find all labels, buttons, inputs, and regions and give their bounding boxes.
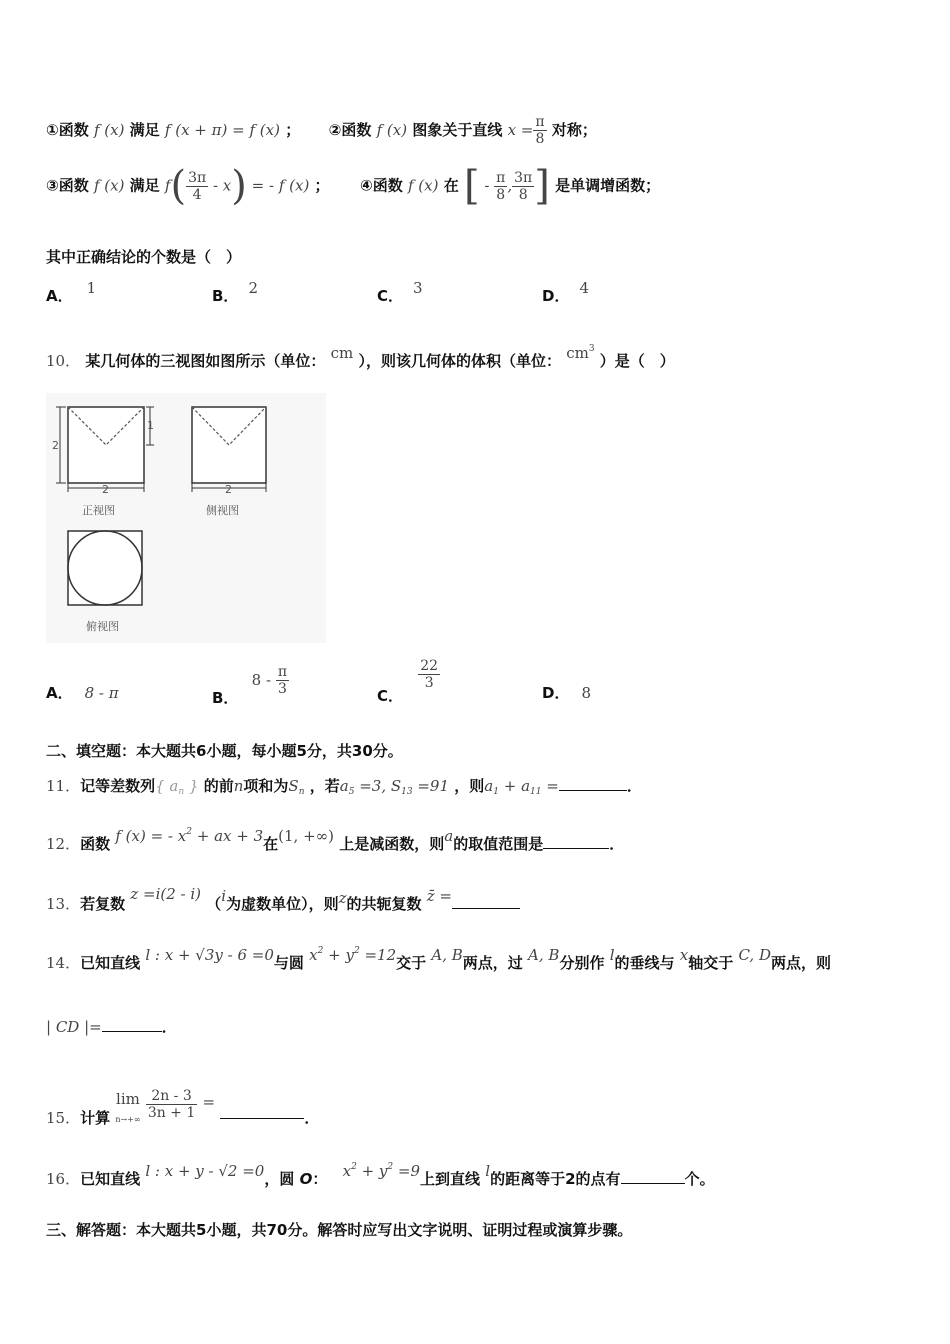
three-view-figure [46, 393, 326, 643]
q13: 13．若复数 z =i(2 - i) （i为虚数单位），则z的共轭复数 z̄ = [46, 893, 520, 914]
q9-s2-math-x: x = [507, 121, 534, 139]
q9-s4-math-f: f (x) [407, 176, 439, 195]
q11: 11．记等差数列{ $a_n$ } 的前n项和为$S_n$ ，若$a_5 =3$, $S_{13} =91$ ，则$a_1 + a_{11}$ = ． [46, 777, 642, 797]
q10-unit-1: cm [330, 344, 354, 362]
section-3-title: 三、解答题：本大题共5小题，共70分。解答时应写出文字说明、证明过程或演算步骤。 [46, 1221, 633, 1239]
q9-s4-fraction-b: $\frac{3\pi}{8}$ [514, 169, 533, 203]
q9-stem: 其中正确结论的个数是（ ） [46, 248, 242, 266]
front-width-label: 2 [102, 483, 109, 496]
three-view-drawing [46, 393, 326, 643]
front-view-label: 正视图 [82, 504, 115, 517]
q10-text-a: 某几何体的三视图如图所示（单位： [85, 352, 326, 370]
q10-option-b: B． 8 - $\frac{\pi}{3}$ [212, 664, 288, 707]
q9-s3-prefix: ③函数 [46, 176, 89, 195]
q9-s3-mid: 满足 [129, 176, 160, 195]
q9-statement-row-1 [46, 114, 597, 147]
front-inner-label: 1 [147, 419, 154, 432]
q10-option-d: D． 8 [542, 684, 591, 702]
q10-option-c: C． $\frac{22}{3}$ [377, 658, 439, 705]
side-view-label: 侧视图 [206, 504, 239, 517]
q9-s2-prefix: ②函数 [328, 121, 372, 139]
q10-unit-2: $cm^3$ [566, 344, 595, 362]
q12: 12．函数 f (x) = - $x^2$ + ax + 3在(1, +∞) 上是减函数，则a的取值范围是 ． [46, 827, 625, 853]
q9-s2-end: 对称； [551, 121, 597, 139]
q9-option-b: B． 2 [212, 279, 258, 305]
q9-option-c: C． 3 [377, 279, 423, 305]
q10-number: 10． [46, 352, 81, 370]
q10-option-a: A． 8 - π [46, 684, 119, 702]
q10-text-b: ），则该几何体的体积（单位： [358, 352, 561, 370]
q10-stem [46, 344, 675, 371]
q9-s2-fraction: $\frac{\pi}{8}$ [535, 114, 545, 147]
q9-s3-end: ； [314, 176, 330, 195]
q9-s3-math-eq: f [164, 176, 171, 195]
side-width-label: 2 [225, 483, 232, 496]
q9-s1-math-f: f (x) [93, 121, 125, 139]
q15: 15．计算 lim n→+∞ $\frac{2n - 3}{3n + 1}$ = ． [46, 1087, 320, 1127]
q9-statement-row-2: ③函数 f (x) 满足 f( $\frac{3\pi}{4}$ - x) = - f (x) ； ④函数 f (x) 在 [ - $\frac{\pi}{8}$ , $\frac{3\pi}{8}$ ] 是单调增函数； [46, 163, 661, 209]
q9-s3-fraction: $\frac{3\pi}{4}$ [188, 169, 207, 203]
q9-s1-end: ； [285, 121, 301, 139]
q9-s4-end: 是单调增函数； [555, 176, 661, 195]
section-2-title: 二、填空题：本大题共6小题，每小题5分，共30分。 [46, 742, 403, 760]
q9-s1-prefix: ①函数 [46, 121, 89, 139]
q9-s2-mid: 图象关于直线 [412, 121, 503, 139]
q14: 14．已知直线 l : x + √3y - 6 =0与圆 $x^2 + y^2 =12$交于 A, B两点，过 A, B分别作 l的垂线与 x轴交于 C, D两点，则 [46, 946, 831, 972]
q9-option-a: A． 1 [46, 279, 97, 305]
top-view-label: 俯视图 [86, 620, 119, 633]
q16: 16．已知直线 l : x + y - √2 =0，圆 O： $x^2 + y^2 =9$上到直线 l的距离等于2的点有 个。 [46, 1162, 715, 1188]
q9-s1-math-eq: f (x + π) = f (x) [164, 121, 280, 139]
q9-s4-mid: 在 [443, 176, 459, 195]
q9-s3-math-f: f (x) [93, 176, 125, 195]
q9-s4-prefix: ④函数 [360, 176, 403, 195]
q10-text-c: ）是（ ） [599, 352, 675, 370]
q9-s2-math-f: f (x) [376, 121, 408, 139]
front-height-label: 2 [52, 439, 59, 452]
q9-s1-mid: 满足 [129, 121, 160, 139]
q14-continued: | CD |= ． [46, 1018, 177, 1036]
q9-option-d: D． 4 [542, 279, 589, 305]
q9-s4-fraction-a: $\frac{\pi}{8}$ [496, 169, 506, 203]
